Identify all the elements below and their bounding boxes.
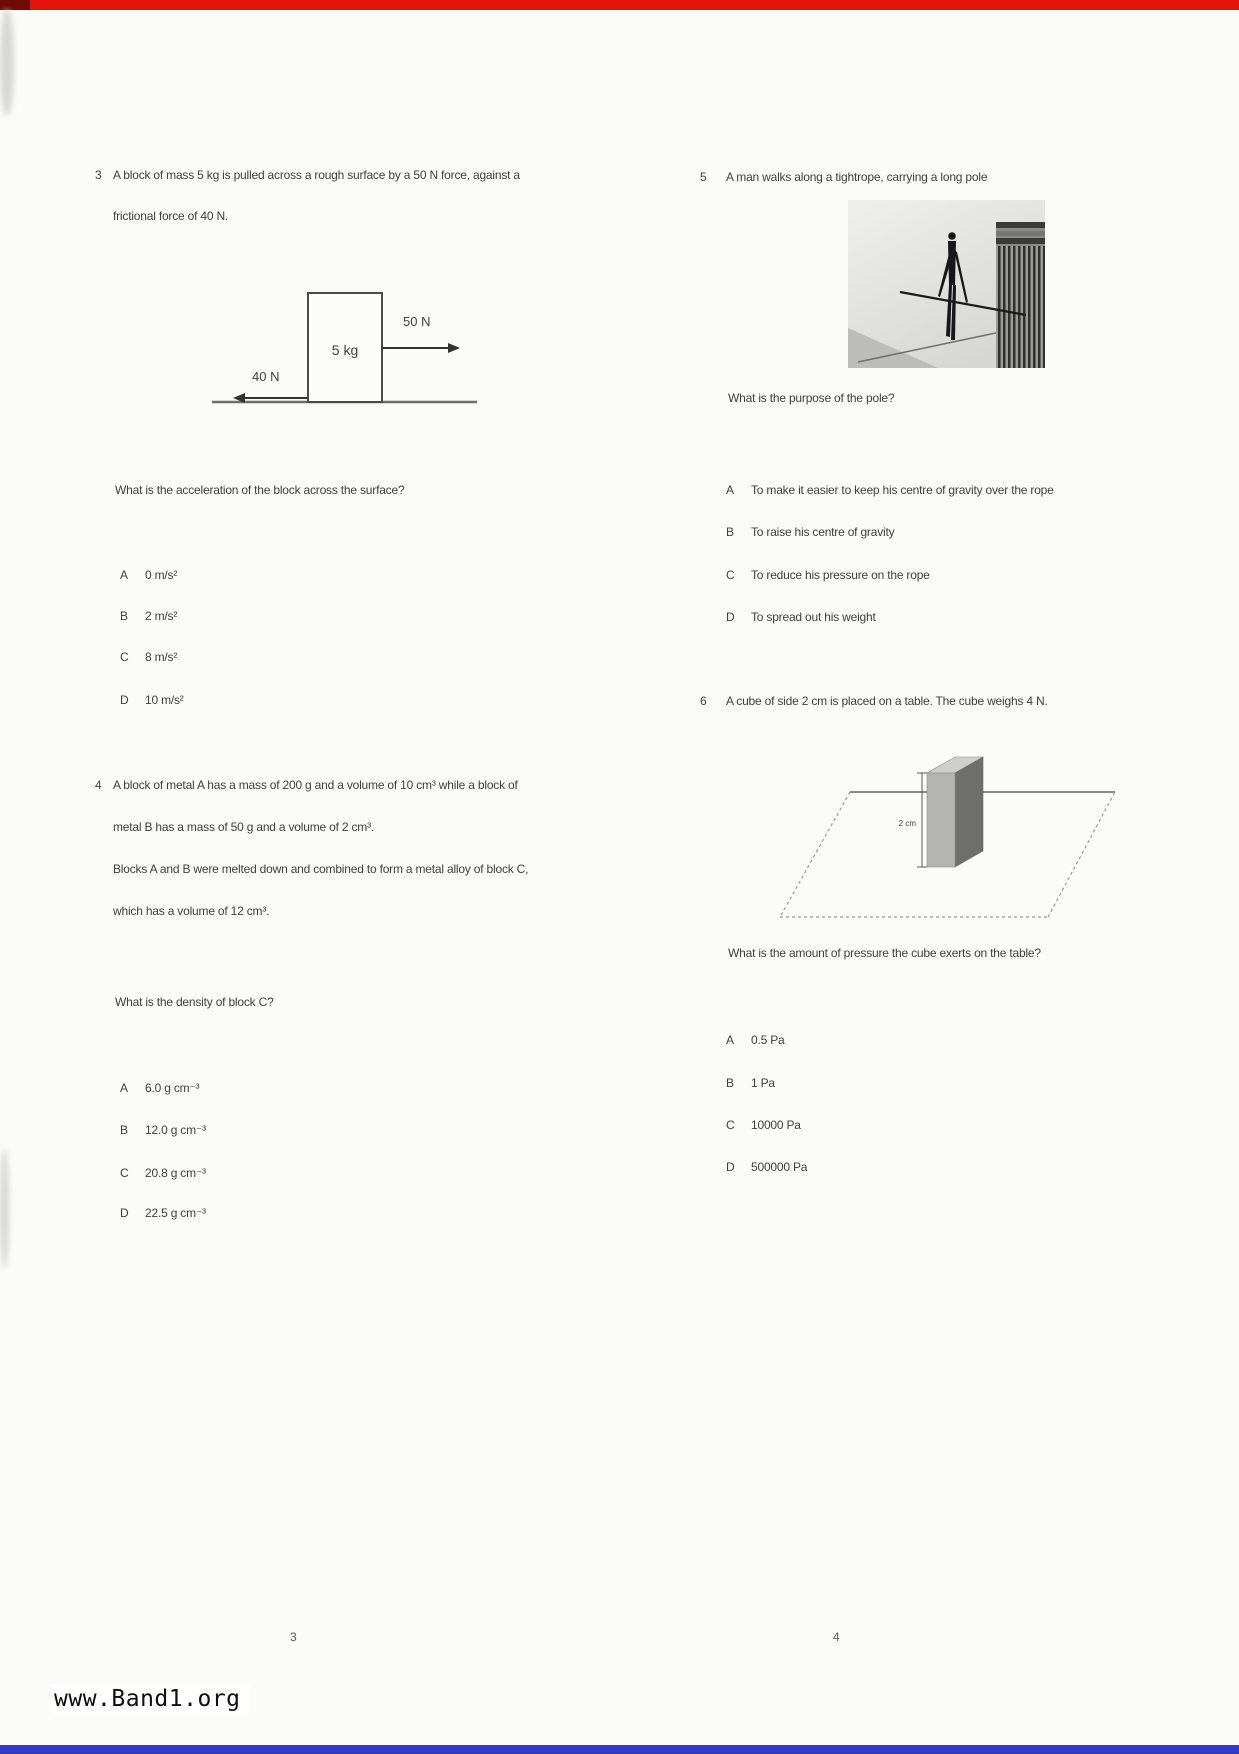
q6-cube-diagram: [700, 747, 1120, 927]
q4-number: 4: [95, 778, 102, 792]
building: [996, 222, 1045, 368]
option-text: 0 m/s²: [145, 568, 178, 582]
q5-option-a: [726, 483, 1054, 497]
option-text: 12.0 g cm⁻³: [145, 1123, 206, 1137]
option-letter: C: [726, 568, 735, 582]
option-letter: C: [120, 1166, 129, 1180]
q4-statement-line-3: Blocks A and B were melted down and combined to form a metal alloy of block C,: [113, 862, 529, 876]
q4-option-a: [120, 1081, 199, 1095]
option-text: 6.0 g cm⁻³: [145, 1081, 200, 1095]
option-text: To raise his centre of gravity: [751, 525, 895, 539]
q4-prompt: What is the density of block C?: [115, 995, 274, 1009]
q6-option-c: [726, 1118, 801, 1132]
q4-option-b: [120, 1123, 206, 1137]
q4-statement-line-2: metal B has a mass of 50 g and a volume of 2 cm³.: [113, 820, 374, 834]
table-right-edge: [1048, 792, 1115, 917]
q4-option-c: [120, 1166, 206, 1180]
option-letter: D: [726, 1160, 735, 1174]
option-letter: A: [120, 1081, 128, 1095]
q3-force-diagram: [190, 280, 490, 410]
page-number-left: 3: [290, 1630, 297, 1644]
mass-block-label: 5 kg: [331, 342, 359, 358]
option-letter: A: [726, 483, 734, 497]
option-letter: B: [726, 525, 734, 539]
q4-option-d: [120, 1206, 206, 1220]
option-letter: C: [726, 1118, 735, 1132]
option-text: 1 Pa: [751, 1076, 775, 1090]
page-number-right: 4: [833, 1630, 840, 1644]
option-letter: D: [120, 1206, 129, 1220]
option-letter: B: [120, 609, 128, 623]
building-band: [996, 238, 1045, 244]
cube-front-face: [927, 773, 955, 867]
q5-prompt: What is the purpose of the pole?: [728, 391, 895, 405]
applied-force-arrowhead: [448, 343, 460, 353]
option-text: 2 m/s²: [145, 609, 178, 623]
building-band: [996, 231, 1045, 236]
q3-statement-line-2: frictional force of 40 N.: [113, 209, 229, 223]
q4-statement-line-4: which has a volume of 12 cm³.: [113, 904, 270, 918]
option-letter: B: [726, 1076, 734, 1090]
applied-force-label: 50 N: [403, 314, 431, 329]
q6-option-b: [726, 1076, 775, 1090]
q6-number: 6: [700, 694, 707, 708]
q3-prompt: What is the acceleration of the block across the surface?: [115, 483, 405, 497]
q6-option-d: [726, 1160, 807, 1174]
table-left-edge: [780, 792, 850, 917]
building-columns: [996, 246, 1045, 368]
option-letter: C: [120, 650, 129, 664]
q3-option-c: [120, 650, 177, 664]
option-text: To reduce his pressure on the rope: [751, 568, 930, 582]
q5-number: 5: [700, 170, 707, 184]
q3-option-d: [120, 693, 184, 707]
cube-right-face: [955, 757, 983, 867]
option-letter: A: [726, 1033, 734, 1047]
q6-prompt: What is the amount of pressure the cube exerts on the table?: [728, 946, 1041, 960]
option-text: 10 m/s²: [145, 693, 184, 707]
option-text: 0.5 Pa: [751, 1033, 785, 1047]
q5-option-b: [726, 525, 894, 539]
tightrope-walker-photo: [848, 200, 1045, 368]
man-head: [948, 232, 956, 240]
q5-statement-line-1: A man walks along a tightrope, carrying a long pole: [726, 170, 988, 184]
option-letter: A: [120, 568, 128, 582]
option-text: 500000 Pa: [751, 1160, 808, 1174]
q3-statement-line-1: A block of mass 5 kg is pulled across a rough surface by a 50 N force, against a: [113, 168, 520, 182]
q3-option-a: [120, 568, 177, 582]
q6-option-a: [726, 1033, 785, 1047]
q3-number: 3: [95, 168, 102, 182]
option-letter: D: [120, 693, 129, 707]
q4-statement-line-1: A block of metal A has a mass of 200 g and a volume of 10 cm³ while a block of: [113, 778, 518, 792]
q6-statement-line-1: A cube of side 2 cm is placed on a table. The cube weighs 4 N.: [726, 694, 1048, 708]
q5-option-c: [726, 568, 930, 582]
option-text: To spread out his weight: [751, 610, 876, 624]
option-text: 8 m/s²: [145, 650, 178, 664]
q5-option-d: [726, 610, 876, 624]
option-letter: D: [726, 610, 735, 624]
option-letter: B: [120, 1123, 128, 1137]
watermark: www.Band1.org: [52, 1684, 249, 1714]
cube-dimension-label: 2 cm: [898, 819, 916, 828]
building-band: [996, 222, 1045, 228]
option-text: 22.5 g cm⁻³: [145, 1206, 206, 1220]
option-text: To make it easier to keep his centre of gravity over the rope: [751, 483, 1054, 497]
q3-option-b: [120, 609, 177, 623]
option-text: 20.8 g cm⁻³: [145, 1166, 206, 1180]
option-text: 10000 Pa: [751, 1118, 801, 1132]
friction-force-label: 40 N: [252, 369, 280, 384]
